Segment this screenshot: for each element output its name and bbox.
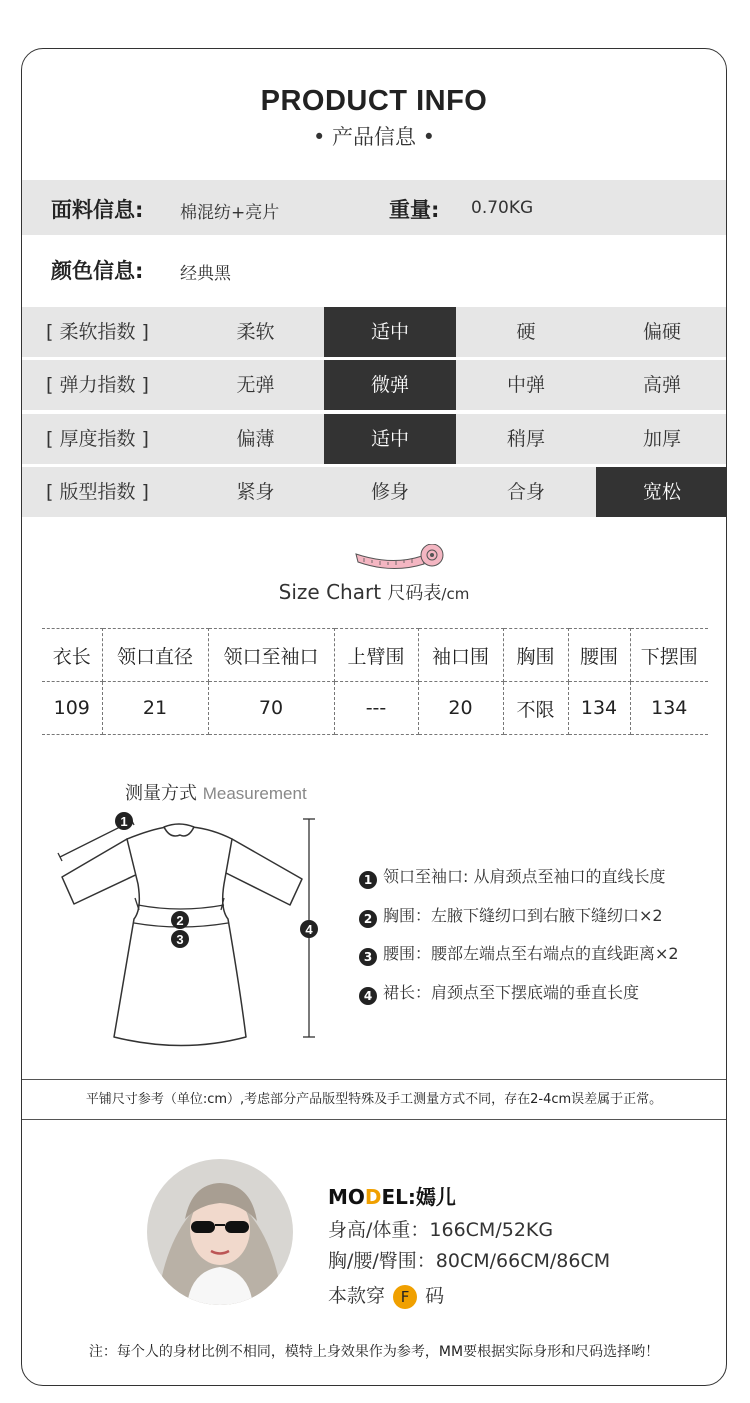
size-header-cell: 领口直径 [102,629,208,682]
index-option: 适中 [324,414,456,464]
weight-label: 重量: [389,198,440,222]
size-value-cell: 109 [42,682,102,735]
index-row [22,307,726,357]
size-value-cell: 134 [568,682,630,735]
index-label: [ 厚度指数 ] [46,428,149,450]
legend-4-icon: 4 [359,987,377,1005]
color-row [22,235,726,305]
size-header-cell: 下摆围 [630,629,708,682]
color-label: 颜色信息: [51,259,144,283]
size-value-cell: 20 [418,682,503,735]
index-option: 宽松 [596,467,727,517]
size-header-cell: 胸围 [503,629,568,682]
model-wear-size: 本款穿 F 码 [328,1285,445,1307]
title-cn: • 产品信息 • [312,125,436,149]
index-label: [ 弹力指数 ] [46,374,149,396]
size-table-value-row [42,682,708,735]
size-header-cell: 腰围 [568,629,630,682]
index-option: 柔软 [236,321,275,343]
measurement-title-cn: 测量方式 [125,783,197,804]
size-chart-title [22,579,726,605]
model-bwh: 胸/腰/臀围：80CM/66CM/86CM [328,1250,611,1272]
title-en: PRODUCT INFO [260,85,488,117]
index-row [22,360,726,410]
fabric-row [22,180,726,235]
size-chart-unit: /cm [441,585,470,603]
index-option: 合身 [506,481,545,503]
size-table-header-row [42,629,708,682]
index-row [22,414,726,464]
size-header-cell: 领口至袖口 [208,629,334,682]
size-header-cell: 衣长 [42,629,102,682]
marker-3-icon [171,930,189,948]
measurement-title-en: Measurement [202,784,307,803]
legend-1-icon: 1 [359,871,377,889]
legend-3-icon: 3 [359,948,377,966]
tape-measure-icon [352,544,447,572]
svg-text:4: 4 [305,922,313,937]
index-option: 微弹 [324,360,456,410]
bottom-note: 注：每个人的身材比例不相同，模特上身效果作为参考，MM要根据实际身形和尺码选择哟！ [88,1344,660,1360]
index-option: 无弹 [236,374,275,396]
size-chart-title-cn: 尺码表 [387,583,442,604]
model-name: MODEL:嫣儿 [328,1185,456,1209]
index-option: 修身 [370,481,409,503]
index-option: 适中 [324,307,456,357]
color-value: 经典黑 [180,264,231,284]
measurement-title [125,779,307,805]
legend-item-1: 1 领口至袖口: 从肩颈点至袖口的直线长度 [359,864,665,889]
fabric-label: 面料信息: [51,198,144,222]
index-option: 偏薄 [236,428,275,450]
svg-text:3: 3 [176,932,184,947]
weight-value: 0.70KG [471,198,534,218]
size-badge: F [393,1285,417,1309]
size-value-cell: --- [334,682,418,735]
size-value-cell: 不限 [503,682,568,735]
index-option: 高弹 [642,374,681,396]
marker-2-icon [171,911,189,929]
index-option: 紧身 [236,481,275,503]
index-label: [ 柔软指数 ] [46,321,149,343]
fabric-value: 棉混纺+亮片 [180,203,280,223]
marker-4-icon [300,920,318,938]
index-option: 加厚 [642,428,681,450]
product-info-card [21,48,727,1386]
model-avatar [147,1159,293,1305]
size-header-cell: 袖口围 [418,629,503,682]
model-height-weight: 身高/体重：166CM/52KG [328,1219,554,1241]
index-label: [ 版型指数 ] [46,481,149,503]
dress-diagram [52,809,322,1059]
size-chart-title-en: Size Chart [278,580,382,604]
legend-2-icon: 2 [359,910,377,928]
marker-1-icon [115,812,133,830]
flat-size-note: 平铺尺寸参考（单位:cm）,考虑部分产品版型特殊及手工测量方式不同，存在2-4cm误差属于正常。 [22,1079,726,1120]
size-table [42,628,708,735]
index-option: 稍厚 [506,428,545,450]
index-row [22,467,726,517]
legend-item-2: 2 胸围：左腋下缝纫口到右腋下缝纫口×2 [359,903,663,928]
index-option: 偏硬 [642,321,681,343]
index-option: 中弹 [506,374,545,396]
size-value-cell: 70 [208,682,334,735]
svg-text:1: 1 [120,814,128,829]
svg-text:2: 2 [176,913,184,928]
size-value-cell: 21 [102,682,208,735]
size-header-cell: 上臂围 [334,629,418,682]
legend-item-3: 3 腰围：腰部左端点至右端点的直线距离×2 [359,941,679,966]
index-option: 硬 [516,321,536,343]
legend-item-4: 4 裙长：肩颈点至下摆底端的垂直长度 [359,980,639,1005]
size-value-cell: 134 [630,682,708,735]
